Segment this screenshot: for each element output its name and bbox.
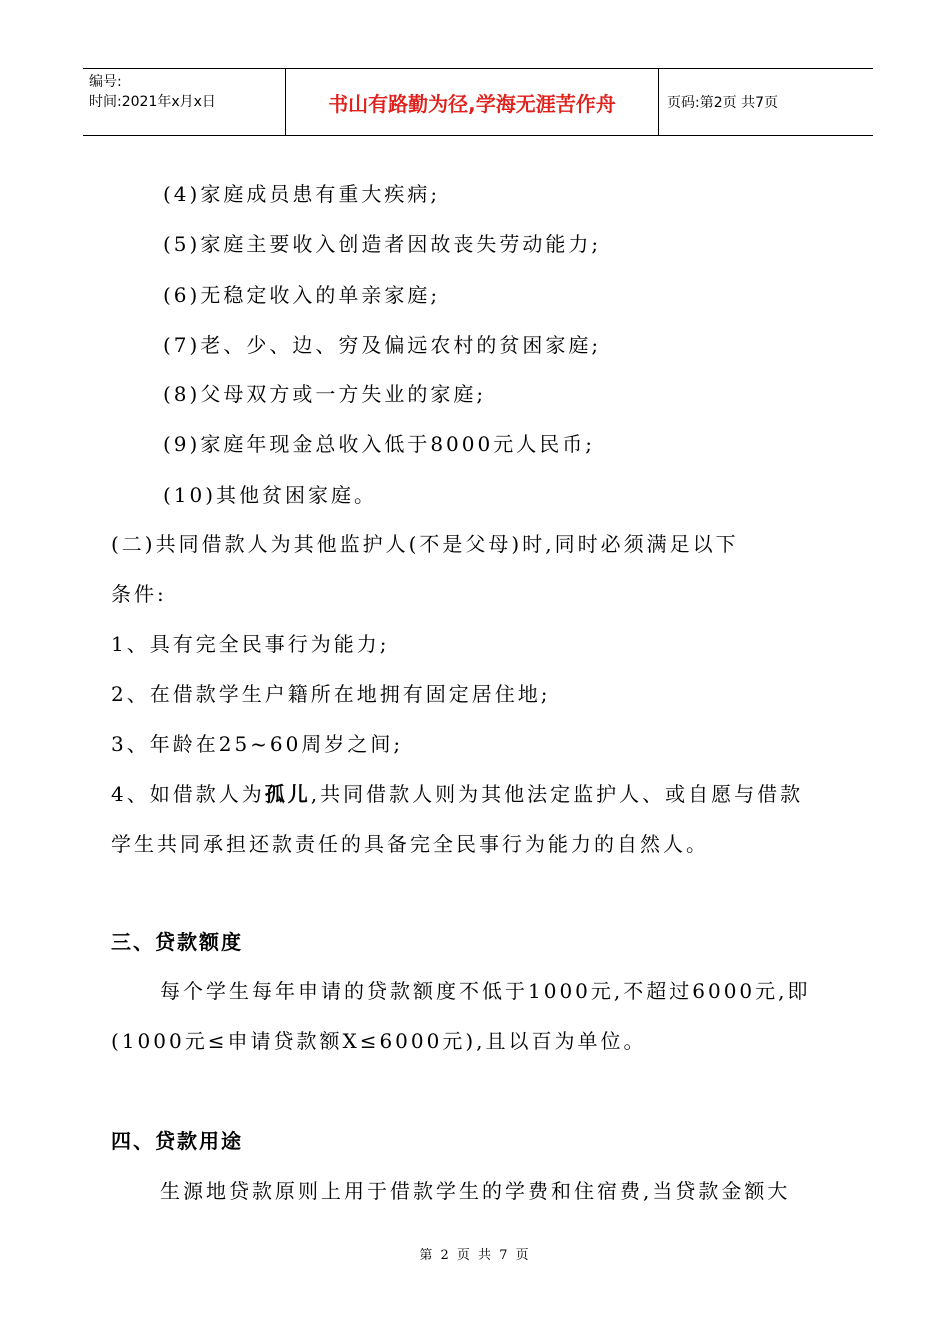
header-table	[83, 68, 873, 136]
list-item: (8)父母双方或一方失业的家庭;	[163, 382, 487, 406]
cond4-prefix: 4、如借款人为	[111, 782, 265, 806]
paragraph: (1000元≤申请贷款额X≤6000元),且以百为单位。	[111, 1029, 647, 1053]
section-heading: 四、贷款用途	[111, 1129, 243, 1153]
list-item: 3、年龄在25~60周岁之间;	[111, 732, 404, 756]
list-item: (6)无稳定收入的单亲家庭;	[163, 283, 441, 307]
paragraph: 生源地贷款原则上用于借款学生的学费和住宿费,当贷款金额大	[160, 1179, 791, 1203]
time-label: 时间:2021年x月x日	[89, 94, 216, 110]
motto: 书山有路勤为径,学海无涯苦作舟	[285, 69, 659, 135]
list-item: 1、具有完全民事行为能力;	[111, 632, 390, 656]
paragraph: (二)共同借款人为其他监护人(不是父母)时,同时必须满足以下	[111, 532, 739, 556]
paragraph: 条件:	[111, 582, 167, 606]
number-label: 编号:	[89, 74, 122, 90]
cond4-bold: 孤儿	[264, 782, 311, 806]
list-item: (5)家庭主要收入创造者因故丧失劳动能力;	[163, 232, 602, 256]
paragraph: 每个学生每年申请的贷款额度不低于1000元,不超过6000元,即	[160, 979, 811, 1003]
list-item: (9)家庭年现金总收入低于8000元人民币;	[163, 432, 595, 456]
paragraph: 学生共同承担还款责任的具备完全民事行为能力的自然人。	[111, 832, 709, 856]
list-item: 2、在借款学生户籍所在地拥有固定居住地;	[111, 682, 551, 706]
header-left-cell	[83, 69, 285, 135]
cond4-suffix: ,共同借款人则为其他法定监护人、或自愿与借款	[310, 782, 804, 806]
list-item: (10)其他贫困家庭。	[163, 483, 378, 507]
list-item	[111, 780, 803, 808]
page-footer: 第 2 页 共 7 页	[419, 1248, 531, 1263]
section-heading: 三、贷款额度	[111, 930, 243, 954]
list-item: (4)家庭成员患有重大疾病;	[163, 182, 441, 206]
page-info: 页码:第2页 共7页	[667, 95, 778, 111]
list-item: (7)老、少、边、穷及偏远农村的贫困家庭;	[163, 333, 602, 357]
